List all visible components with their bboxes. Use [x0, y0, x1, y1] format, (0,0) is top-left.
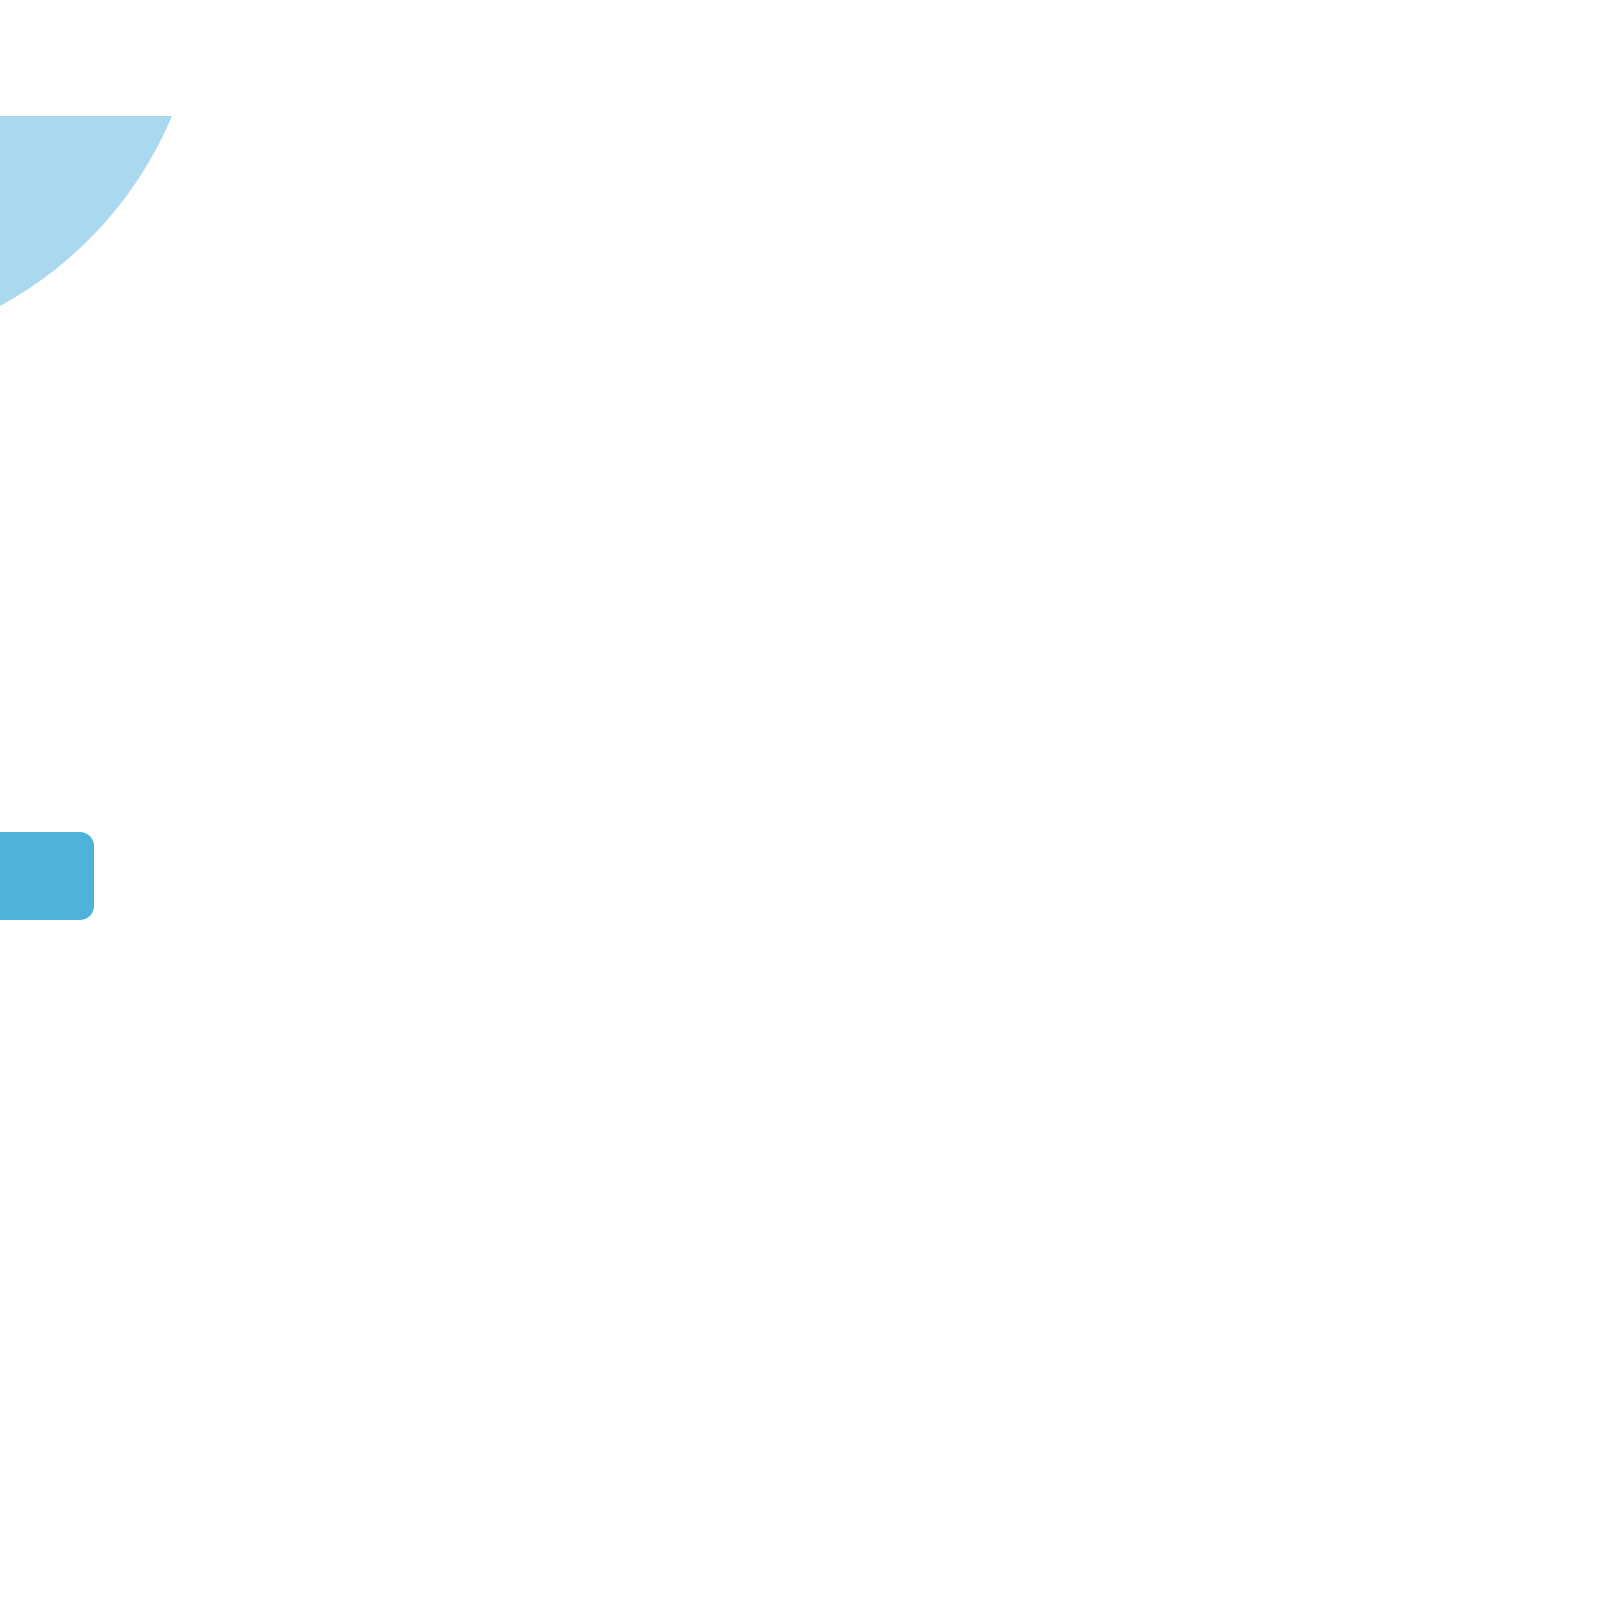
section-title-line-1	[166, 301, 670, 348]
section-title	[166, 301, 670, 395]
corner-decoration	[0, 0, 200, 320]
section-title-line-2	[166, 348, 670, 395]
page-number-badge	[0, 832, 94, 920]
